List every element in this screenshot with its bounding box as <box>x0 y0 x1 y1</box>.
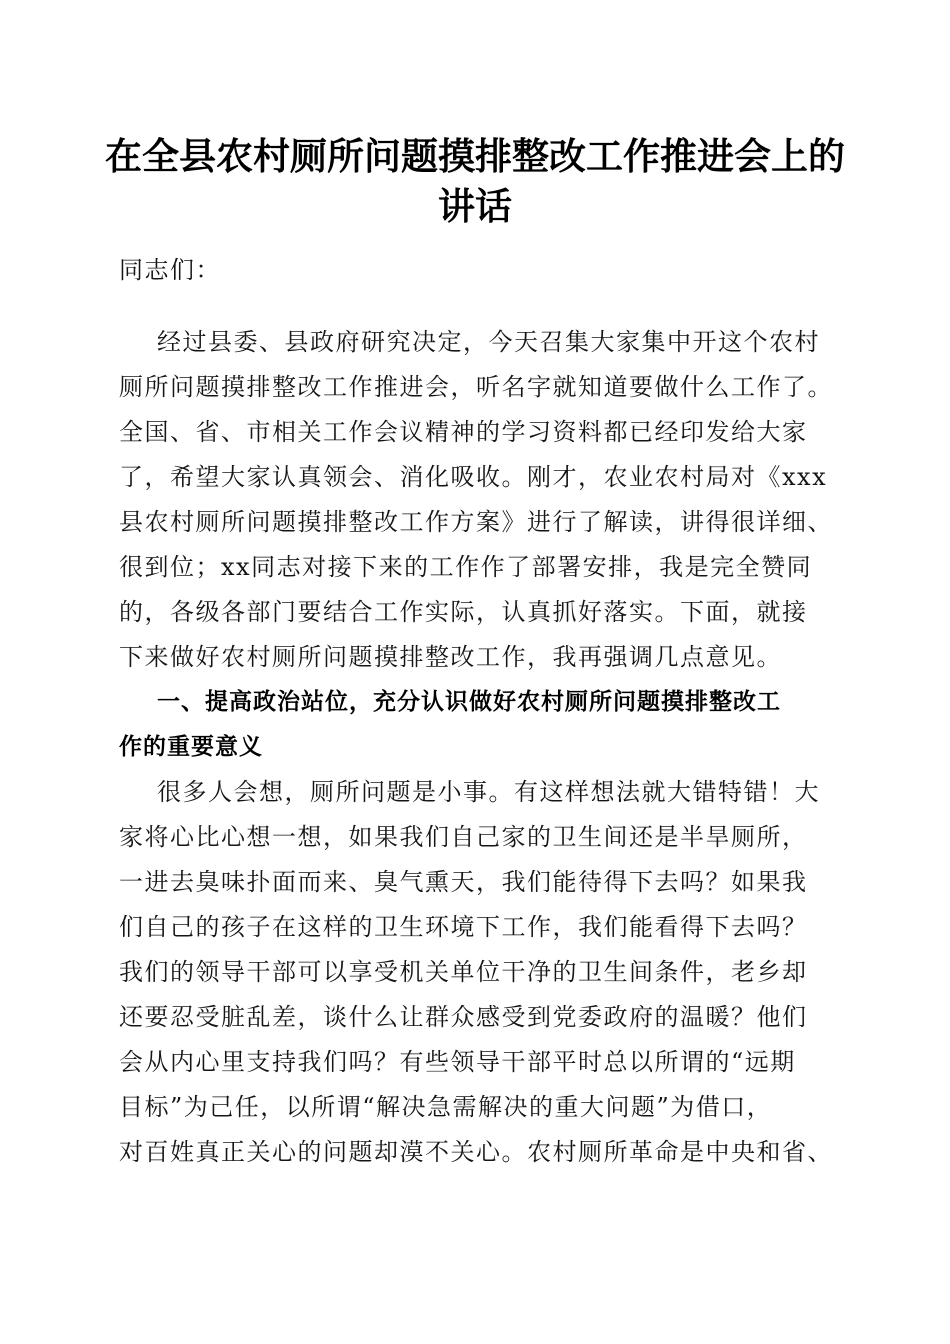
paragraph-line: 我们的领导干部可以享受机关单位干净的卫生间条件，老乡却 <box>119 958 808 986</box>
section-heading-line: 一、提高政治站位，充分认识做好农村厕所问题摸排整改工 <box>157 689 781 715</box>
paragraph-line: 县农村厕所问题摸排整改工作方案》进行了解读，讲得很详细、 <box>119 508 833 536</box>
paragraph-line: 对百姓真正关心的问题却漠不关心。农村厕所革命是中央和省、 <box>119 1138 833 1166</box>
paragraph-line: 了，希望大家认真领会、消化吸收。刚才，农业农村局对《xxx <box>119 463 828 491</box>
paragraph-line: 还要忍受脏乱差，谈什么让群众感受到党委政府的温暖？他们 <box>119 1003 808 1031</box>
paragraph-line: 目标”为己任，以所谓“解决急需解决的重大问题”为借口， <box>119 1093 773 1121</box>
paragraph-line: 会从内心里支持我们吗？有些领导干部平时总以所谓的“远期 <box>119 1048 796 1076</box>
document-title-line-2: 讲话 <box>438 185 512 228</box>
section-heading-line: 作的重要意义 <box>119 734 263 760</box>
paragraph-line: 经过县委、县政府研究决定，今天召集大家集中开这个农村 <box>157 328 820 356</box>
paragraph-line: 们自己的孩子在这样的卫生环境下工作，我们能看得下去吗？ <box>119 913 808 941</box>
paragraph-line: 下来做好农村厕所问题摸排整改工作，我再强调几点意见。 <box>119 643 782 671</box>
paragraph-line: 全国、省、市相关工作会议精神的学习资料都已经印发给大家 <box>119 418 808 446</box>
paragraph-line: 的，各级各部门要结合工作实际，认真抓好落实。下面，就接 <box>119 598 808 626</box>
paragraph-line: 很到位；xx同志对接下来的工作作了部署安排，我是完全赞同 <box>119 553 813 581</box>
document-title-line-1: 在全县农村厕所问题摸排整改工作推进会上的 <box>105 135 845 178</box>
salutation: 同志们： <box>119 256 221 284</box>
paragraph-line: 家将心比心想一想，如果我们自己家的卫生间还是半旱厕所， <box>119 823 808 851</box>
paragraph-line: 很多人会想，厕所问题是小事。有这样想法就大错特错！大 <box>157 778 820 806</box>
paragraph-line: 厕所问题摸排整改工作推进会，听名字就知道要做什么工作了。 <box>119 373 833 401</box>
paragraph-line: 一进去臭味扑面而来、臭气熏天，我们能待得下去吗？如果我 <box>119 868 808 896</box>
